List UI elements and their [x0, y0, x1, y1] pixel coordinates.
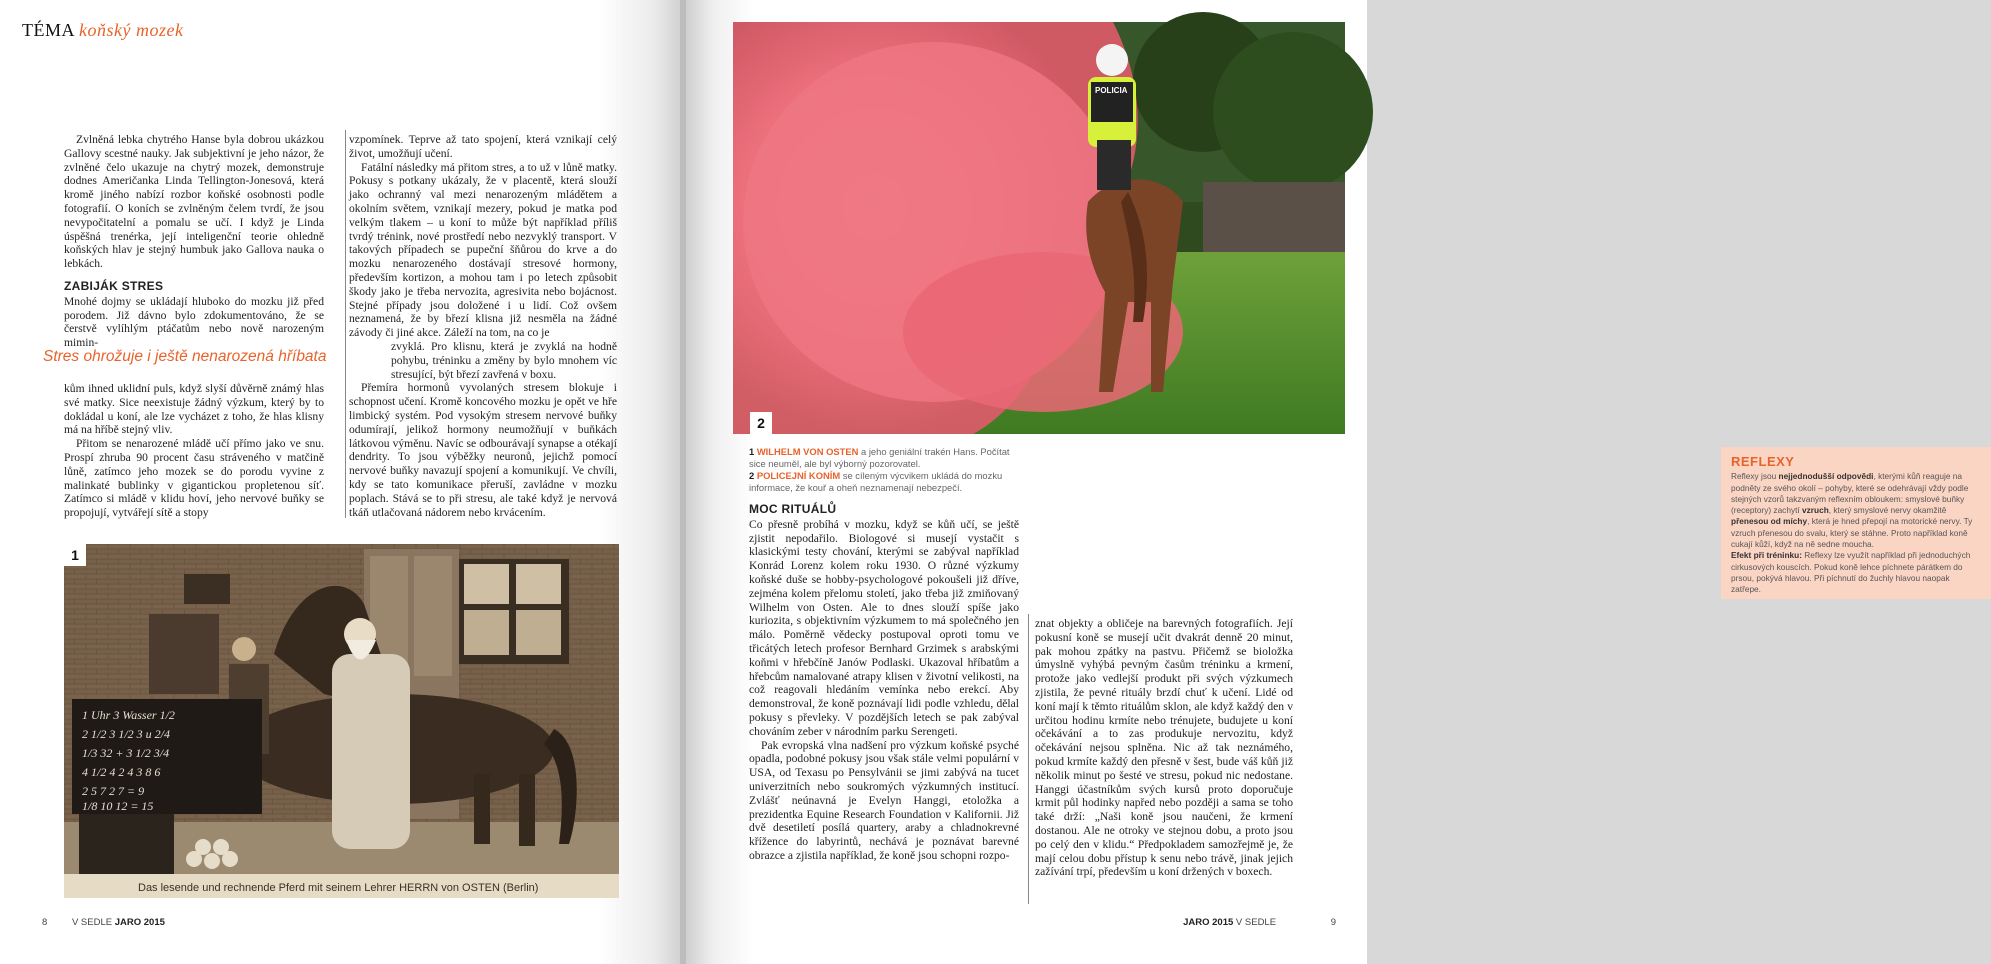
reflexy-title: REFLEXY	[1731, 454, 1795, 469]
section-header	[22, 20, 183, 41]
photo-illustration	[733, 22, 1345, 434]
folio-left	[42, 917, 165, 928]
column-rule	[345, 130, 346, 518]
reflexy-paragraph: Reflexy jsou nejjednodušší odpovědi, kterými kůň reaguje na podněty ze svého okolí – pohyby, které se odehrávají vždy podle stejných vzorů takzvaným reflexním obloukem: smyslové buňky (receptory) zachytí vzruch, který smyslové nervy okamžitě přenesou od míchy, která je hned přepojí na motorické nervy. Ty vzruch přenesou do svalu, který se stáhne. Proto například koně cukají kůží, když na ně sedne moucha.	[1731, 471, 1973, 550]
photo-number: 2	[750, 412, 772, 434]
caption-name: WILHELM VON OSTEN	[756, 446, 859, 457]
photo-von-osten	[64, 544, 619, 898]
column-rule	[1028, 614, 1029, 904]
section-label: TÉMA	[22, 20, 75, 40]
folio-right	[1176, 917, 1336, 928]
photo-captions	[749, 446, 1024, 494]
paragraph: Fatální následky má přitom stres, a to už v lůně matky. Pokusy s potkany ukázaly, že v placentě, která slouží jako ochranný val mezi nenarozeným mládětem a okolním světem, vznikají mezery, pokud je matka pod velkým tlakem – u koní to může být například příliš tvrdý trénink, nové prostředí nebo nezvyklý transport. V takových případech se pupeční šňůrou do krve a do mozku nenarozeného dostávají stresové hormony, především kortizon, a mohou tam i po letech způsobit škody jako je třeba nervozita, agresivita nebo bojácnost. Stejné případy jsou doložené i u lidí. Což ovšem neznamená, že by březí klisna již nesměla na žádné závody či jiné akce. Záleží na tom, na co je	[349, 160, 617, 340]
subheading-moc-ritualu: MOC RITUÁLŮ	[749, 502, 837, 516]
caption-text: a jeho geniální trakén Hans. Počítat sice neuměl, ale byl výborný pozorovatel.	[749, 446, 1010, 469]
reflexy-box	[1721, 447, 1991, 599]
page-number: 8	[42, 917, 48, 928]
column-3	[749, 503, 1019, 863]
board-line: 1/8 10 12 = 15	[82, 799, 154, 813]
caption-1	[749, 446, 1024, 470]
caption-text: se cíleným výcvikem ukládá do mozku informace, že kouř a oheň neznamenají nebezpečí.	[749, 470, 1003, 493]
paragraph: Pak evropská vlna nadšení pro výzkum koňské psyché opadla, podobné pokusy jsou však stále velmi populární v USA, od Texasu po Pensylvánii se jimi zabývá na tucet univerzitních nebo soukromých výzkumných institucí. Zvlášť neúnavná je Evelyn Hanggi, etoložka a prezidentka Equine Research Foundation v Kalifornii. Již dvě desetiletí posílá quartery, araby a chladnokrevné křížence do labyrintů, nechává je poznávat barevné obrazce a zjistila například, že koně jsou schopni rozpo-	[749, 738, 1019, 862]
photo-illustration	[64, 544, 619, 898]
photo-police-horse	[733, 22, 1345, 434]
paragraph: kům ihned uklidní puls, když slyší důvěrně známý hlas své matky. Sice neexistuje žádný výzkum, který by to dokládal u koní, ale lze vycházet z toho, že hlas klisny má na hříbě stejný vliv.	[64, 382, 324, 437]
board-line: 1 Uhr 3 Wasser 1/2	[82, 708, 175, 722]
right-page	[686, 0, 1973, 964]
paragraph: znat objekty a obličeje na barevných fotografiích. Její pokusní koně se musejí učit dvakrát denně 20 minut, pak mohou zpátky na pastvu. Přičemž se bioložka úmyslně vyhýbá pevným časům tréninku a krmení, protože jako vedlejší produkt při svých výzkumech zjistila, že pevné rituály brzdí chuť k učení. Lidé od koní mají k těmto rituálům sklon, ale když každý den v určitou hodinu krmíte nebo trénujete, budujete u koní očekávání a to zas produkuje nervozitu, když očekávání nejsou splněna. Nic až tak neznámého, pokud krmíte každý den přesně v šest, bude váš kůň již několik minut po šesté ve stresu, pokud nic nedostane. Hanggi účastníkům svých kursů proto doporučuje krmit půl hodinky napřed nebo později a sama se toho také drží: „Naši koně jsou naučeni, že krmení dostanou. Ale ne otroky ve stejnou dobu, a proto jsou po celý den v klidu.“ Předpokladem samozřejmě je, že mají celou dobu přístup k senu nebo trávě, jinak jejich zažívání trpí, především u koní držených v boxech.	[1035, 617, 1293, 879]
column-4	[1035, 617, 1293, 879]
column-2	[349, 133, 617, 519]
board-line: 4 1/2 4 2 4 3 8 6	[82, 765, 161, 779]
pull-quote: Stres ohrožuje i ještě nenarozená hříbata	[43, 348, 327, 365]
reflexy-paragraph: Efekt při tréninku: Reflexy lze využít například při jednoduchých cirkusových kouscích. Pokud koně lehce píchnete párátkem do prsou, pokývá hlavou. Při píchnutí do žuchly hlavou naopak zatřepe.	[1731, 550, 1971, 595]
paragraph: Přemíra hormonů vyvolaných stresem blokuje i schopnost učení. Kromě koncového mozku je opět ve hře limbický systém. Pod vysokým stresem nervové buňky odumírají, jelikož hormony neumožňují v buňkách látkovou výměnu. Navíc se odbourávají synapse a otékají dendrity. To jsou výběžky neuronů, jejichž pomocí nervové buňky navazují spojení a komunikují. Ve chvíli, kdy se tato komunikace přeruší, zavládne v mozku poplach. Stává se to při stresu, ale také když je nervová tkáň utlačovaná nádorem nebo krvácením.	[349, 381, 617, 519]
left-page	[0, 0, 680, 964]
caption-number: 1	[749, 446, 755, 457]
board-line: 1/3 32 + 3 1/2 3/4	[82, 746, 170, 760]
issue-name: JARO 2015	[114, 917, 165, 928]
issue-name: JARO 2015	[1183, 917, 1234, 928]
board-line: 2 1/2 3 1/2 3 u 2/4	[82, 727, 171, 741]
subheading-zabijak-stres: ZABIJÁK STRES	[64, 278, 164, 293]
caption-name: POLICEJNÍ KONÍM	[756, 470, 841, 481]
photo-number: 1	[64, 544, 86, 566]
paragraph: Co přesně probíhá v mozku, když se kůň učí, se ještě zjistit nepodařilo. Biologové si musejí vystačit s klasickými testy chování, kterými se zabýval například Konrád Lorenz kolem roku 1930. O různé výzkumy koňské duše se hobby-psychologové pokoušeli již dříve, zejména kolem přelomu století, jako třeba již zmiňovaný Wilhelm von Osten. Ale to dnes slouží spíše jako kuriozita, s objektivním výzkumem to má společného jen málo. Poměrně vědecky postupoval oproti tomu ve třicátých letech profesor Bernhard Grzimek s arabskými koňmi v hřebčíně Janów Podlaski. Ukazoval hříbatům a hřebcům namalované atrapy klisen v životní velikosti, na což reagovali hledáním vemínka nebo erekcí. Aby demonstroval, že koně poznávají lidi podle vzhledu, dělal pokusy s převleky. V pozdějších letech se pak zabýval chováním zeber v národním parku Serengeti.	[749, 517, 1019, 738]
magazine-name: V SEDLE	[1235, 917, 1277, 928]
paragraph-indented: zvyklá. Pro klisnu, která je zvyklá na hodně pohybu, tréninku a změny by bylo mnohem víc stresující, být březí zavřená v boxu.	[391, 339, 617, 381]
caption-2	[749, 470, 1024, 494]
paragraph: Zvlněná lebka chytrého Hanse byla dobrou ukázkou Gallovy scestné nauky. Jak subjektivní je jeho názor, že zvlněné čelo ukazuje na chytrý mozek, demonstruje dodnes Američanka Linda Tellington-Jonesová, která kromě jiného nabízí rozbor koňské osobnosti podle fotografií. O koních se zvlněným čelem tvrdí, že jsou nevypočitatelní a pomalu se učí. I když je Linda úspěšná trenérka, její inteligenční teorie ohledně koňských hlav je stejný humbuk jako Gallova nauka o lebkách.	[64, 133, 324, 271]
magazine-name: V SEDLE	[71, 917, 113, 928]
section-topic: koňský mozek	[79, 20, 184, 40]
column-1	[64, 133, 324, 350]
paragraph: vzpomínek. Teprve až tato spojení, která vznikají celý život, umožňují učení.	[349, 133, 617, 160]
caption-number: 2	[749, 470, 755, 481]
page-number: 9	[1330, 917, 1336, 928]
column-1-continued	[64, 382, 324, 520]
paragraph: Mnohé dojmy se ukládají hluboko do mozku již před porodem. Již dávno bylo zdokumentováno, že se čerstvě vylíhlým ptáčatům nebo nově narozeným mimin-	[64, 294, 324, 350]
vest-lettering: POLICIA	[1095, 86, 1128, 95]
paragraph: Přitom se nenarozené mládě učí přímo jako ve snu. Prospí zhruba 90 procent času stráveného v matčině lůně, zatímco jeho mozek se do porodu vyvine z malinkaté bublinky v gigantickou propletenou síť. Zatímco si mládě v klidu hoví, jeho nervové buňky se propojují, vytvářejí sítě a stopy	[64, 437, 324, 520]
board-line: 2 5 7 2 7 = 9	[82, 784, 145, 798]
photo-inscription: Das lesende und rechnende Pferd mit seinem Lehrer HERRN von OSTEN (Berlin)	[138, 882, 539, 894]
